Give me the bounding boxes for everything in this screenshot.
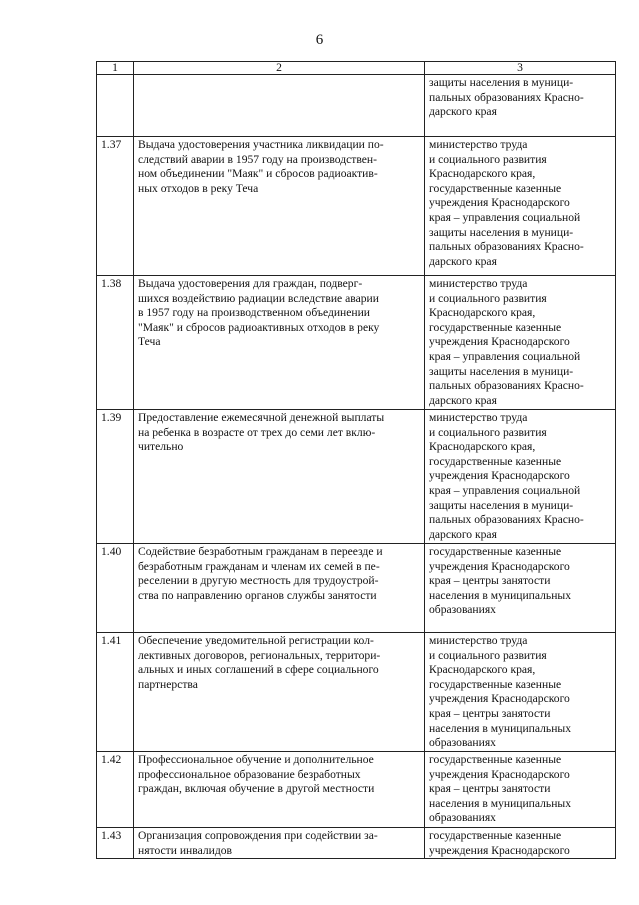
table-row — [97, 633, 616, 752]
table-row — [97, 137, 616, 276]
page-number: 6 — [315, 32, 324, 48]
service-text: Профессиональное обучение и дополнительное профессиональное образование безработных граждан, включая обучение в другой местности — [138, 753, 375, 796]
table-header-row — [97, 62, 616, 75]
row-number: 1.42 — [97, 752, 134, 828]
service-text: Предоставление ежемесячной денежной выплаты на ребенка в возрасте от трех до семи лет вклю- чительно — [138, 411, 385, 454]
authority-text: государственные казенные учреждения Краснодарского края – центры занятости населения в муниципальных образованиях — [429, 753, 571, 825]
table-row — [97, 276, 616, 410]
table-row — [97, 752, 616, 828]
row-number: 1.37 — [97, 137, 134, 276]
responsible-authority — [425, 276, 616, 410]
column-header-service: 2 — [134, 62, 425, 75]
authority-text: защиты населения в муници- пальных образованиях Красно- дарского края — [429, 76, 584, 119]
responsible-authority — [425, 752, 616, 828]
service-name — [134, 633, 425, 752]
service-name — [134, 828, 425, 859]
responsible-authority — [425, 633, 616, 752]
row-number: 1.43 — [97, 828, 134, 859]
services-table — [96, 61, 616, 859]
service-name — [134, 544, 425, 633]
service-text: Содействие безработным гражданам в переезде и безработным гражданам и членам их семей в пе- реселении в другую местность для трудоустрой- ства по направлению органов службы занятости — [138, 545, 383, 602]
service-name — [134, 276, 425, 410]
row-number — [97, 75, 134, 137]
authority-text: государственные казенные учреждения Краснодарского — [429, 829, 570, 857]
responsible-authority — [425, 75, 616, 137]
service-text: Выдача удостоверения участника ликвидации по- следствий аварии в 1957 году на производствен- ном объединении "Маяк" и сбросов радиоактив- ных отходов в реку Теча — [138, 138, 384, 195]
responsible-authority — [425, 544, 616, 633]
table-row — [97, 75, 616, 137]
column-header-authority: 3 — [425, 62, 616, 75]
authority-text: министерство труда и социального развития Краснодарского края, государственные казенные учреждения Краснодарского края – управления социальной защиты населения в муници- пальных образованиях Красно- дарского края — [429, 138, 584, 268]
authority-text: министерство труда и социального развития Краснодарского края, государственные казенные учреждения Краснодарского края – управления социальной защиты населения в муници- пальных образованиях Красно- дарского края — [429, 411, 584, 541]
service-name — [134, 410, 425, 544]
responsible-authority — [425, 137, 616, 276]
service-text: Обеспечение уведомительной регистрации кол- лективных договоров, региональных, территори- альных и иных соглашений в сфере социального партнерства — [138, 634, 381, 691]
responsible-authority — [425, 410, 616, 544]
column-header-number: 1 — [97, 62, 134, 75]
service-name — [134, 752, 425, 828]
row-number: 1.40 — [97, 544, 134, 633]
table-row — [97, 544, 616, 633]
authority-text: государственные казенные учреждения Краснодарского края – центры занятости населения в муниципальных образованиях — [429, 545, 571, 617]
service-name — [134, 75, 425, 137]
service-text: Организация сопровождения при содействии за- нятости инвалидов — [138, 829, 378, 857]
service-text: Выдача удостоверения для граждан, подверг- шихся воздействию радиации вследствие аварии в 1957 году на производственном объединении "Маяк" и сбросов радиоактивных отходов в реку Теча — [138, 277, 380, 349]
table-row — [97, 410, 616, 544]
authority-text: министерство труда и социального развития Краснодарского края, государственные казенные учреждения Краснодарского края – управления социальной защиты населения в муници- пальных образованиях Красно- дарского края — [429, 277, 584, 407]
service-name — [134, 137, 425, 276]
authority-text: министерство труда и социального развития Краснодарского края, государственные казенные учреждения Краснодарского края – центры занятости населения в муниципальных образованиях — [429, 634, 571, 750]
responsible-authority — [425, 828, 616, 859]
row-number: 1.41 — [97, 633, 134, 752]
table-row — [97, 828, 616, 859]
row-number: 1.38 — [97, 276, 134, 410]
row-number: 1.39 — [97, 410, 134, 544]
